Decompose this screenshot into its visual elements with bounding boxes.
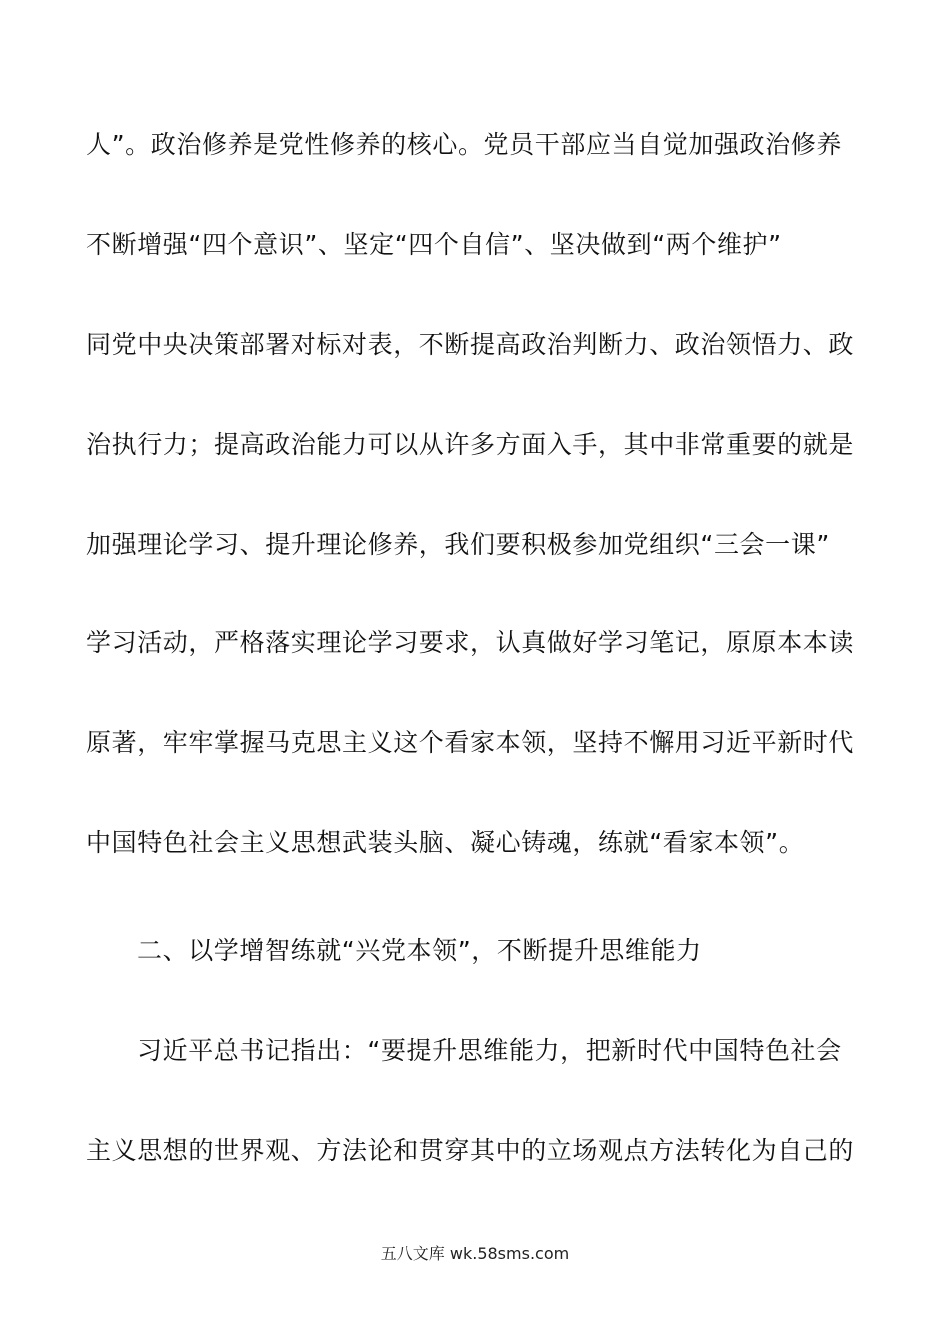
footer-watermark: 五八文库 wk.58sms.com (380, 1244, 570, 1263)
body-text-line: 人”。政治修养是党性修养的核心。党员干部应当自觉加强政治修养 (86, 130, 842, 159)
body-text-line: 同党中央决策部署对标对表，不断提高政治判断力、政治领悟力、政 (86, 330, 855, 359)
body-text-line: 治执行力；提高政治能力可以从许多方面入手，其中非常重要的就是 (86, 430, 855, 459)
body-text-line: 学习活动，严格落实理论学习要求，认真做好学习笔记，原原本本读 (86, 628, 855, 657)
body-text-line: 不断增强“四个意识”、坚定“四个自信”、坚决做到“两个维护” (86, 230, 782, 259)
body-text-line: 中国特色社会主义思想武装头脑、凝心铸魂，练就“看家本领”。 (86, 828, 805, 857)
section-heading: 二、以学增智练就“兴党本领”，不断提升思维能力 (137, 936, 702, 965)
body-text-line: 加强理论学习、提升理论修养，我们要积极参加党组织“三会一课” (86, 530, 830, 559)
body-text-line: 主义思想的世界观、方法论和贯穿其中的立场观点方法转化为自己的 (86, 1136, 855, 1165)
body-text-line: 原著，牢牢掌握马克思主义这个看家本领，坚持不懈用习近平新时代 (86, 728, 855, 757)
body-text-line: 习近平总书记指出：“要提升思维能力，把新时代中国特色社会 (137, 1036, 842, 1065)
